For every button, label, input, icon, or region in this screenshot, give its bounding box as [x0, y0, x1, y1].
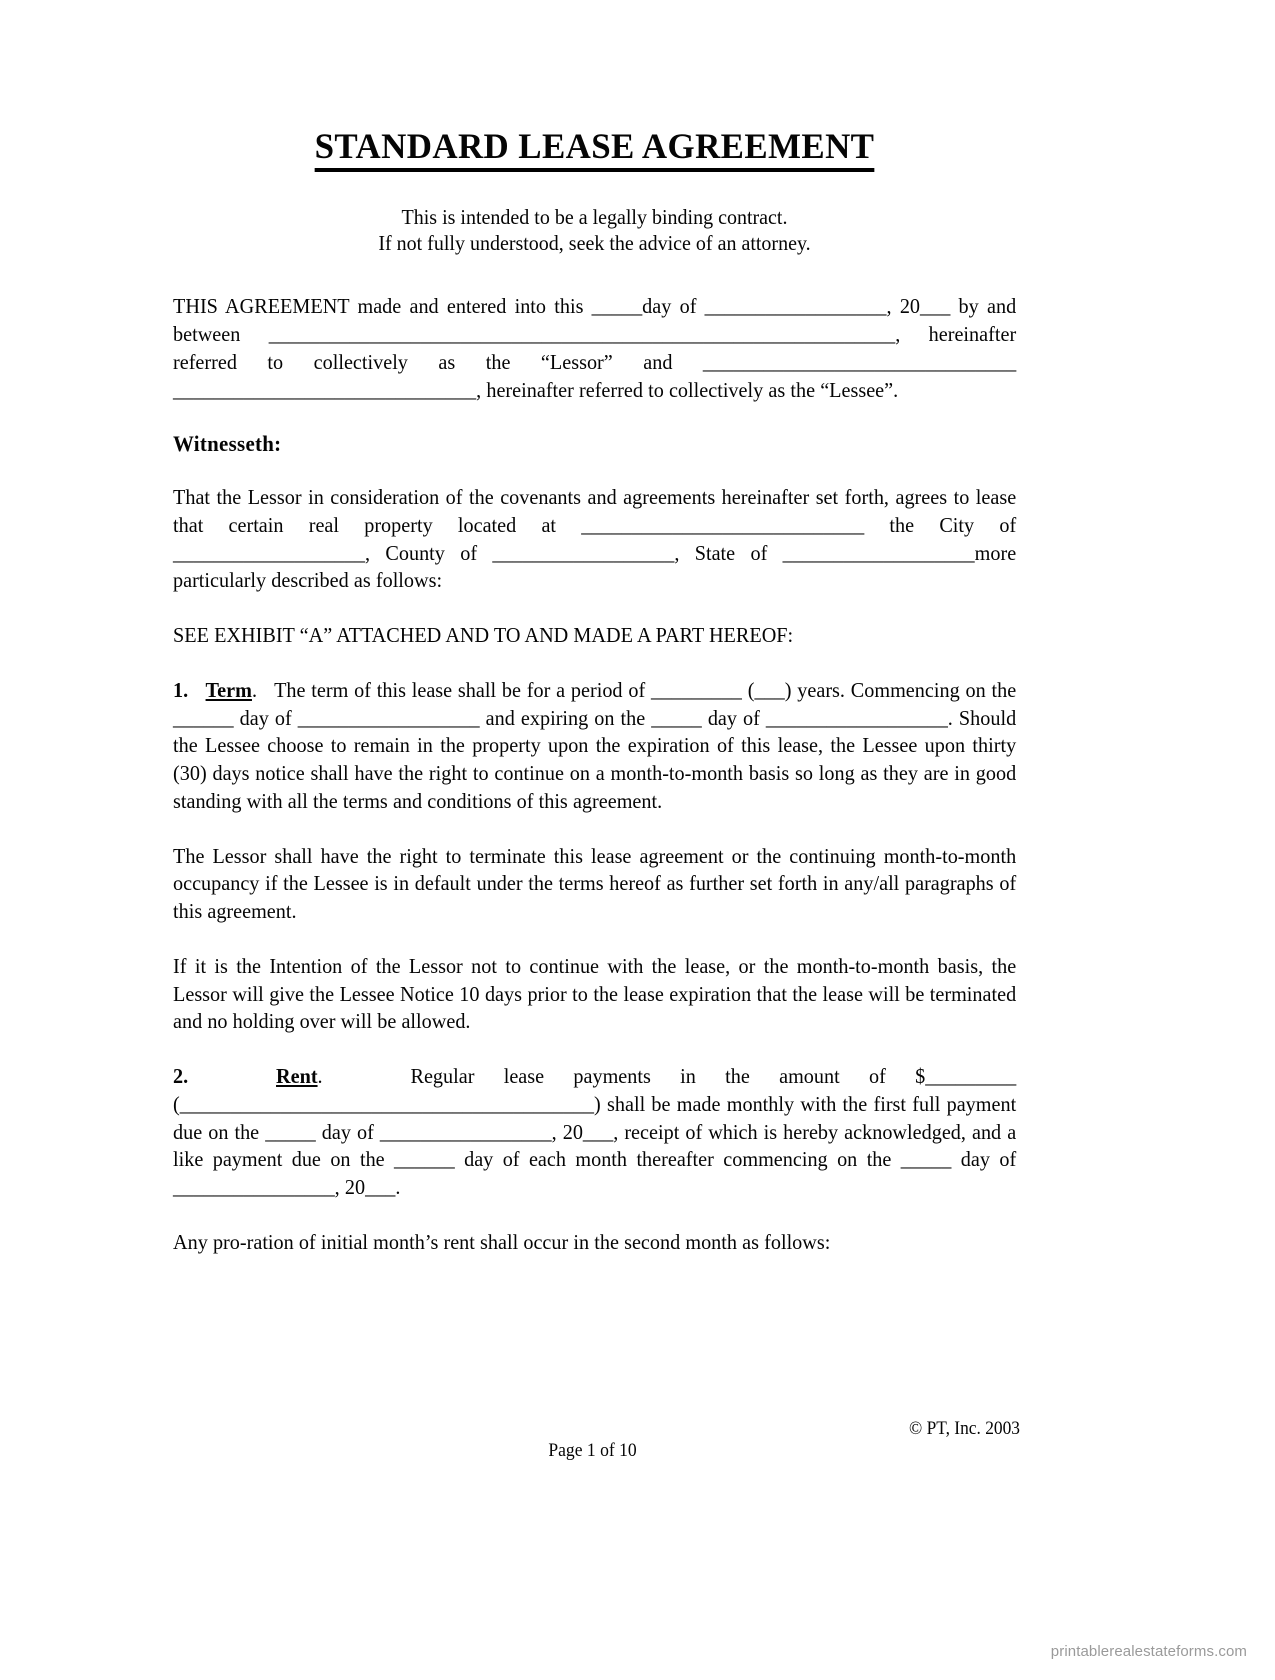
- section-1-extra-paragraph-1: The Lessor shall have the right to terminate this lease agreement or the continuing month-to-month occupancy if the Lessee is in default under the terms hereof as further set forth in any/all paragraphs of this agreement.: [173, 843, 1017, 924]
- section-1-heading-trailer: .: [251, 677, 258, 702]
- section-2-extra-paragraph-1: Any pro-ration of initial month’s rent shall occur in the second month as follows:: [173, 1229, 831, 1254]
- section-1-heading: Term: [205, 677, 252, 702]
- witnesseth-paragraph: That the Lessor in consideration of the covenants and agreements hereinafter set forth, agrees to lease that certain real property located at ____________________________ the City of ___________________, County of __________________, State of ___________________more particularly described as follows:: [173, 485, 1017, 593]
- intro-paragraph: THIS AGREEMENT made and entered into this _____day of __________________, 20___ by and between ______________________________________________________________, hereinafter referred to collectively as the “Lessor” and _______________________________ ______________________________, hereinafter referred to collectively as the “Lessee”.: [173, 294, 1017, 402]
- spacer: [173, 1036, 1016, 1063]
- spacer: [173, 404, 1016, 431]
- watermark: printablerealestateforms.com: [1050, 1643, 1247, 1660]
- section-2-paragraph: [173, 1063, 1016, 1202]
- document-subtitle: [203, 167, 987, 258]
- section-2-body: Regular lease payments in the amount of $_________ (_________________________________________) shall be made monthly with the first full payment due on the _____ day of _________________, 20___, receipt of which is hereby acknowledged, and a like payment due on the ______ day of each month thereafter commencing on the _____ day of ________________, 20___.: [173, 1064, 1017, 1199]
- document-content: [173, 0, 1016, 1256]
- witnesseth-heading: Witnesseth:: [173, 431, 282, 457]
- spacer: [173, 816, 1016, 843]
- copyright-notice: © PT, Inc. 2003: [909, 1419, 1020, 1439]
- page-title-text: STANDARD LEASE AGREEMENT: [315, 126, 875, 172]
- spacer: [173, 1202, 1016, 1229]
- section-1-number: 1.: [173, 677, 189, 702]
- spacer: [173, 457, 1016, 484]
- spacer: [173, 595, 1016, 622]
- page-title: [186, 0, 1004, 167]
- section-1-body: The term of this lease shall be for a period of _________ (___) years. Commencing on the ______ day of __________________ and expiring on the _____ day of __________________. Should the Lessee choose to remain in the property upon the expiration of this lease, the Lessee upon thirty (30) days notice shall have the right to continue on a month-to-month basis so long as they are in good standing with all the terms and conditions of this agreement.: [173, 677, 1017, 813]
- spacer: [173, 926, 1016, 953]
- subtitle-line-2: If not fully understood, seek the advice of an attorney.: [378, 231, 811, 256]
- section-2-heading: Rent: [276, 1064, 318, 1089]
- section-1-paragraph: [173, 677, 1016, 816]
- section-1-extra-paragraph-2: If it is the Intention of the Lessor not to continue with the lease, or the month-to-month basis, the Lessor will give the Lessee Notice 10 days prior to the lease expiration that the lease will be terminated and no holding over will be allowed.: [173, 953, 1017, 1034]
- subtitle-line-1: This is intended to be a legally binding contract.: [401, 204, 788, 229]
- spacer: [173, 257, 1016, 293]
- section-2-number: 2.: [173, 1064, 189, 1089]
- spacer: [173, 650, 1016, 677]
- exhibit-line: SEE EXHIBIT “A” ATTACHED AND TO AND MADE A PART HEREOF:: [173, 623, 794, 648]
- page-number: Page 1 of 10: [548, 1441, 637, 1461]
- section-2-heading-trailer: .: [317, 1064, 323, 1089]
